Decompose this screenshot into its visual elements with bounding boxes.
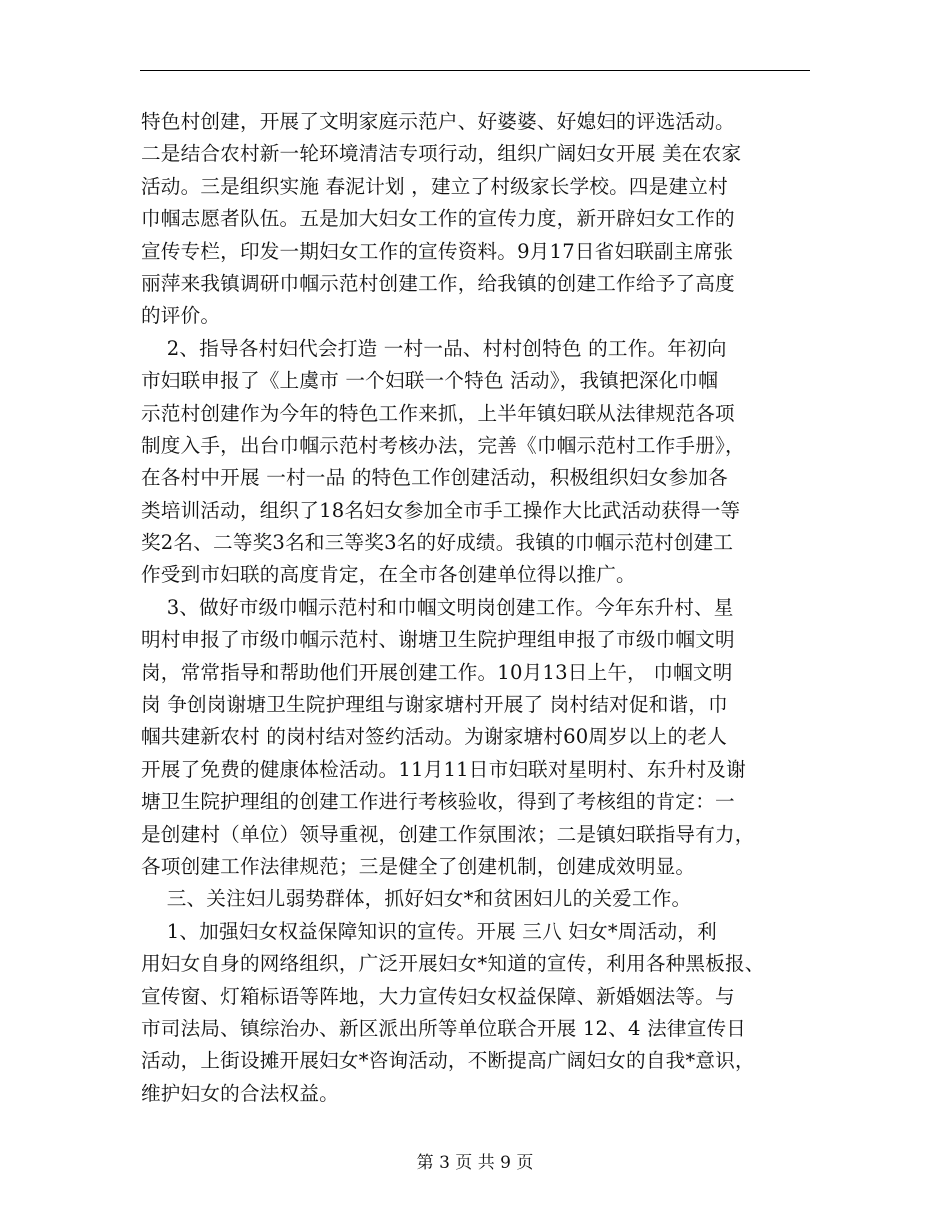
text-line: 塘卫生院护理组的创建工作进行考核验收，得到了考核组的肯定：一 — [141, 790, 735, 814]
text-line: 维护妇女的合法权益。 — [141, 1081, 339, 1105]
text-line: 各项创建工作法律规范；三是健全了创建机制，创建成效明显。 — [141, 854, 696, 878]
text-line: 明村申报了市级巾帼示范村、谢塘卫生院护理组申报了市级巾帼文明 — [141, 628, 735, 652]
text-line: 宣传专栏，印发一期妇女工作的宣传资料。9月17日省妇联副主席张 — [141, 239, 734, 263]
text-line: 丽萍来我镇调研巾帼示范村创建工作，给我镇的创建工作给予了高度 — [141, 271, 735, 295]
text-line: 奖2名、二等奖3名和三等奖3名的好成绩。我镇的巾帼示范村创建工 — [141, 531, 734, 555]
text-line: 开展了免费的健康体检活动。11月11日市妇联对星明村、东升村及谢 — [141, 757, 746, 781]
text-line: 活动，上街设摊开展妇女*咨询活动，不断提高广阔妇女的自我*意识， — [141, 1049, 755, 1073]
text-line: 用妇女自身的网络组织，广泛开展妇女*知道的宣传，利用各种黑板报、 — [141, 952, 765, 976]
text-line: 市妇联申报了《上虞市 一个妇联一个特色 活动》，我镇把深化巾帼 — [141, 369, 719, 393]
text-line: 三、关注妇儿弱势群体，抓好妇女*和贫困妇儿的关爱工作。 — [141, 887, 692, 911]
text-line: 特色村创建，开展了文明家庭示范户、好婆婆、好媳妇的评选活动。 — [141, 110, 735, 133]
text-line: 制度入手，出台巾帼示范村考核办法，完善《巾帼示范村工作手册》， — [141, 433, 745, 457]
text-line: 示范村创建作为今年的特色工作来抓，上半年镇妇联从法律规范各项 — [141, 401, 735, 425]
text-line: 的评价。 — [141, 304, 221, 328]
header-rule — [140, 70, 810, 71]
text-line: 宣传窗、灯箱标语等阵地，大力宣传妇女权益保障、新婚姻法等。与 — [141, 984, 735, 1008]
text-line: 活动。三是组织实施 春泥计划 ，建立了村级家长学校。四是建立村 — [141, 174, 728, 198]
text-line: 类培训活动，组织了18名妇女参加全市手工操作大比武活动获得一等 — [141, 498, 741, 522]
text-line: 岗，常常指导和帮助他们开展创建工作。10月13日上午， 巾帼文明 — [141, 660, 733, 684]
text-line: 巾帼志愿者队伍。五是加大妇女工作的宣传力度，新开辟妇女工作的 — [141, 207, 735, 231]
document-body — [141, 106, 821, 1110]
text-line: 3、做好市级巾帼示范村和巾帼文明岗创建工作。今年东升村、星 — [141, 595, 734, 619]
text-line: 是创建村（单位）领导重视，创建工作氛围浓；二是镇妇联指导有力， — [141, 822, 755, 846]
text-line: 2、指导各村妇代会打造 一村一品、村村创特色 的工作。年初向 — [141, 336, 727, 360]
text-line: 作受到市妇联的高度肯定，在全市各创建单位得以推广。 — [141, 563, 636, 587]
page-number: 第 3 页 共 9 页 — [416, 1153, 534, 1173]
paragraph — [141, 106, 821, 333]
text-line: 在各村中开展 一村一品 的特色工作创建活动，积极组织妇女参加各 — [141, 466, 728, 490]
text-line: 市司法局、镇综治办、新区派出所等单位联合开展 12、4 法律宣传日 — [141, 1016, 747, 1040]
paragraph — [141, 333, 821, 592]
section-heading — [141, 883, 821, 915]
paragraph — [141, 916, 821, 1110]
text-line: 岗 争创岗谢塘卫生院护理组与谢家塘村开展了 岗村结对促和谐，巾 — [141, 693, 728, 717]
text-line: 1、加强妇女权益保障知识的宣传。开展 三八 妇女*周活动，利 — [141, 919, 717, 943]
text-line: 帼共建新农村 的岗村结对签约活动。为谢家塘村60周岁以上的老人 — [141, 725, 727, 749]
text-line: 二是结合农村新一轮环境清洁专项行动，组织广阔妇女开展 美在农家 — [141, 142, 742, 166]
paragraph — [141, 592, 821, 884]
